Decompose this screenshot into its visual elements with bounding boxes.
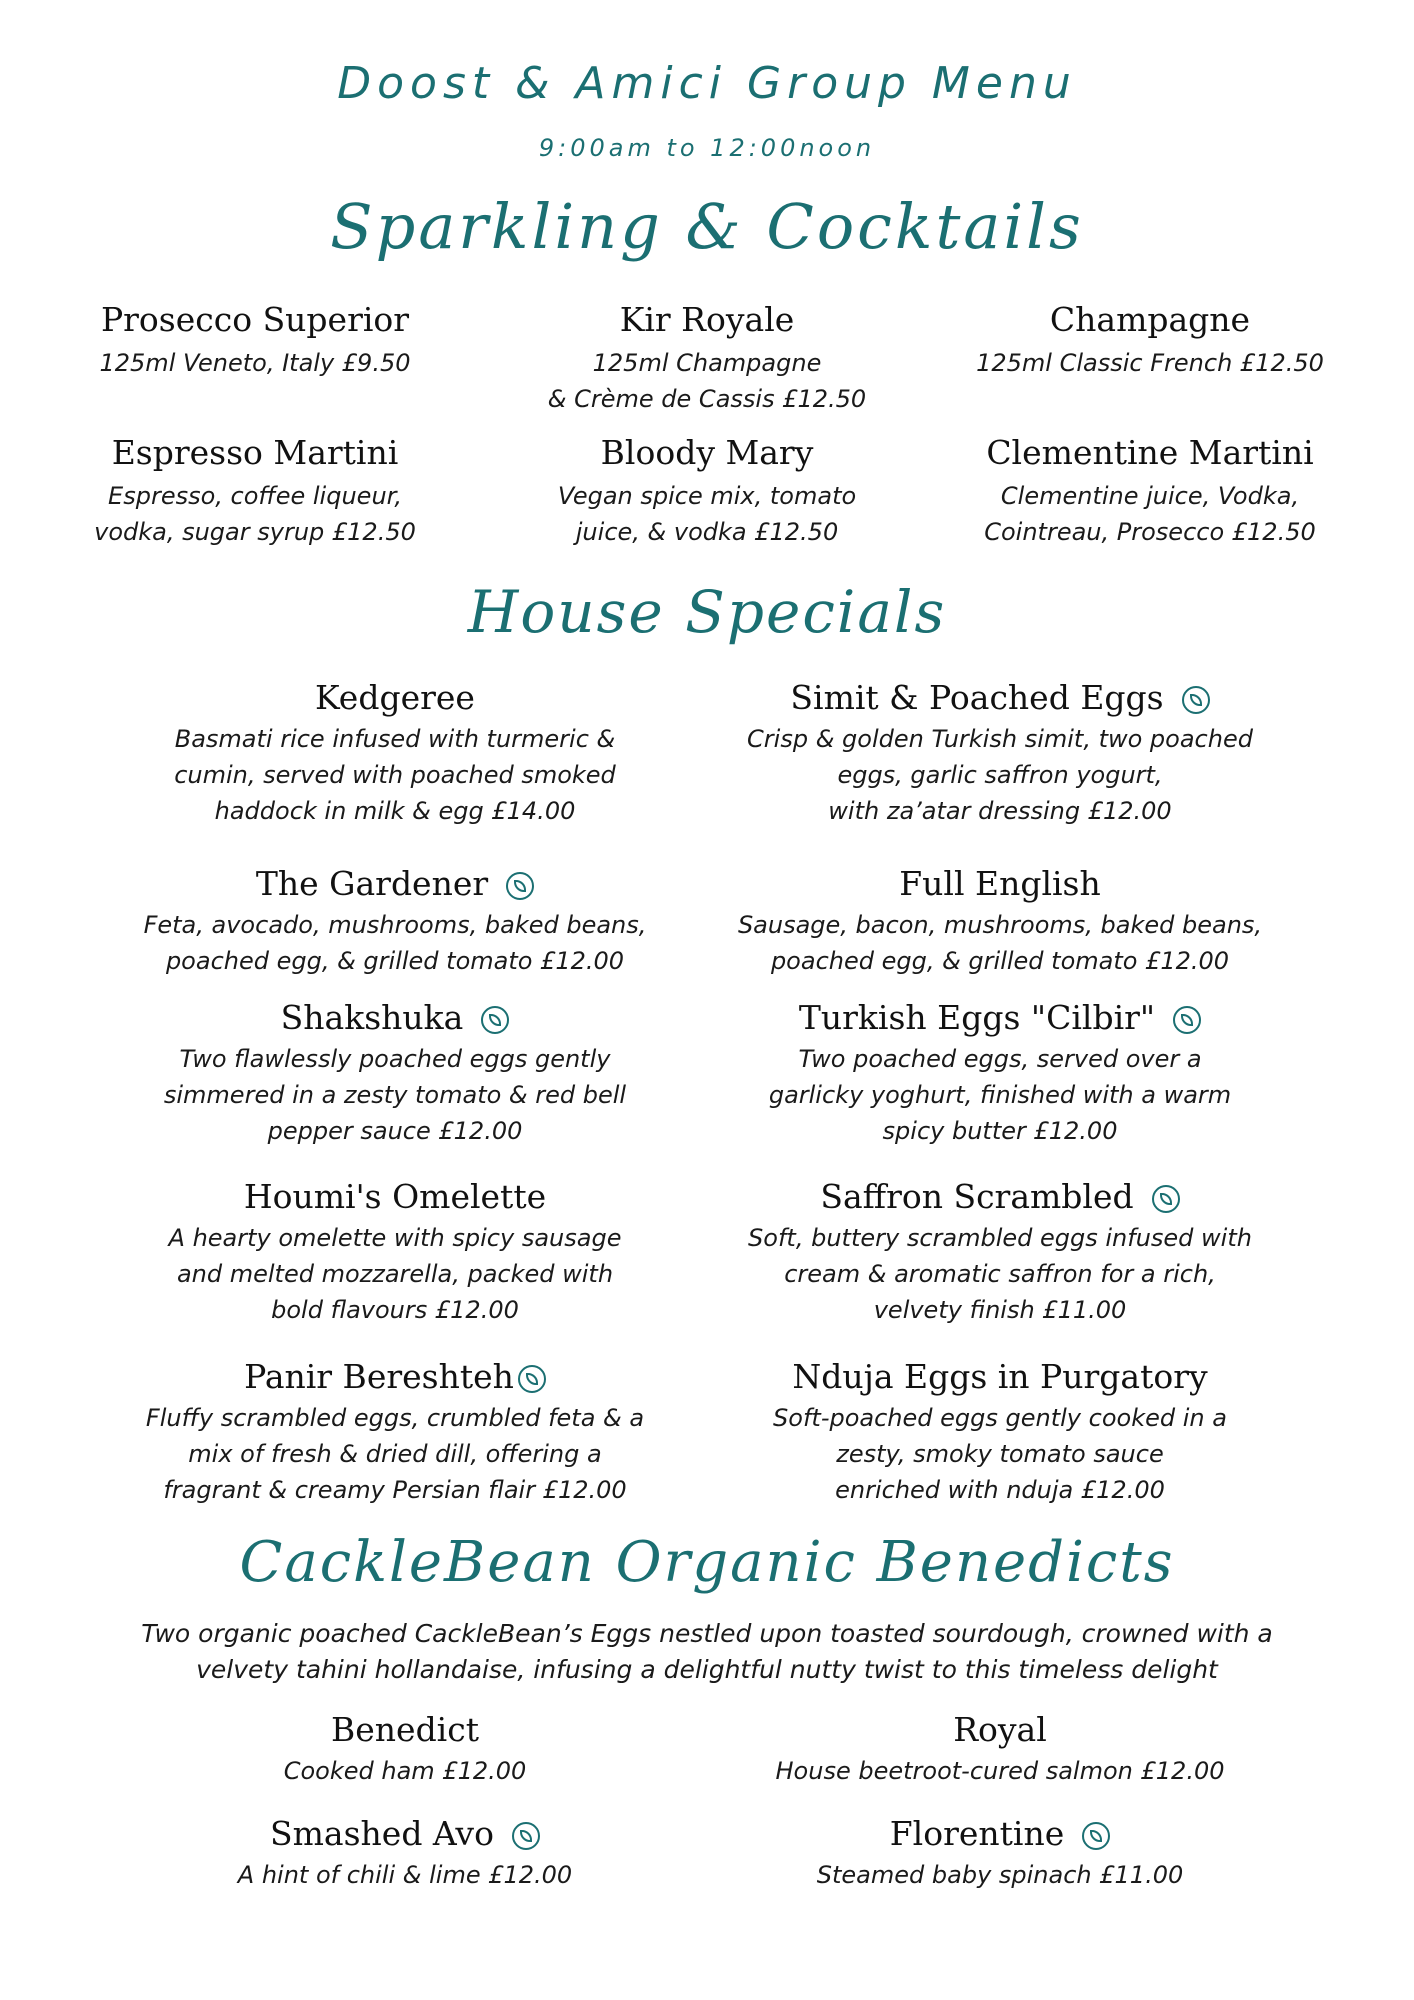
item-description: Clementine juice, Vodka, Cointreau, Prosecco £12.50: [984, 482, 1316, 546]
item-name: Royal: [953, 1710, 1047, 1749]
menu-item: [715, 864, 1285, 979]
item-description: Soft-poached eggs gently cooked in a zesty, smoky tomato sauce enriched with nduja £12.00: [773, 1404, 1227, 1504]
benedicts-intro: Two organic poached CackleBean’s Eggs nestled upon toasted sourdough, crowned with a velvety tahini hollandaise, infusing a delightful nutty twist to this timeless delight: [141, 1619, 1273, 1684]
item-description: Sausage, bacon, mushrooms, baked beans, poached egg, & grilled tomato £12.00: [737, 911, 1263, 975]
menu-item: [935, 433, 1365, 550]
item-description: Feta, avocado, mushrooms, baked beans, poached egg, & grilled tomato £12.00: [143, 911, 647, 975]
menu-item: [492, 433, 922, 550]
item-description: 125ml Champagne & Crème de Cassis £12.50: [547, 349, 867, 413]
item-description: Two poached eggs, served over a garlicky yoghurt, finished with a warm spicy butter £12.00: [768, 1045, 1232, 1145]
item-description: A hint of chili & lime £12.00: [237, 1861, 573, 1889]
item-name: Panir Bereshteh: [110, 1357, 680, 1396]
item-description: Vegan spice mix, tomato juice, & vodka £12.50: [557, 482, 857, 546]
menu-item: [110, 864, 680, 979]
item-name: Simit & Poached Eggs: [715, 678, 1285, 717]
leaf-icon: [1182, 686, 1210, 714]
leaf-icon: [1152, 1185, 1180, 1213]
item-description: Crisp & golden Turkish simit, two poached eggs, garlic saffron yogurt, with za’atar dressing £12.00: [747, 725, 1253, 825]
item-name: Kir Royale: [619, 300, 795, 339]
item-name: Saffron Scrambled: [715, 1177, 1285, 1216]
item-name: Florentine: [715, 1814, 1285, 1853]
menu-item: [130, 1814, 680, 1893]
leaf-icon: [506, 872, 534, 900]
menu-item: [715, 678, 1285, 829]
item-description: Two flawlessly poached eggs gently simmered in a zesty tomato & red bell pepper sauce £12.00: [163, 1045, 627, 1145]
leaf-icon: [1082, 1822, 1110, 1850]
menu-item: [715, 1814, 1285, 1893]
item-name: Shakshuka: [110, 998, 680, 1037]
menu-item: [110, 998, 680, 1149]
item-name: Turkish Eggs "Cilbir": [715, 998, 1285, 1037]
leaf-icon: [1173, 1006, 1201, 1034]
item-name: Clementine Martini: [986, 433, 1314, 472]
item-name: Bloody Mary: [600, 433, 814, 472]
menu-item: [110, 1357, 680, 1508]
item-name: The Gardener: [110, 864, 680, 903]
item-name: Espresso Martini: [111, 433, 399, 472]
menu-item: [110, 678, 680, 829]
leaf-icon: [518, 1365, 546, 1393]
menu-item: [715, 998, 1285, 1149]
menu-item: [40, 433, 470, 550]
item-name: Full English: [899, 864, 1101, 903]
menu-item: [715, 1710, 1285, 1789]
item-description: 125ml Veneto, Italy £9.50: [99, 349, 411, 377]
item-description: Soft, buttery scrambled eggs infused with cream & aromatic saffron for a rich, velvety finish £11.00: [748, 1224, 1252, 1324]
service-hours: 9:00am to 12:00noon: [538, 134, 876, 162]
menu-item: [492, 300, 922, 417]
item-name: Kedgeree: [315, 678, 475, 717]
menu-title: Doost & Amici Group Menu: [337, 58, 1077, 109]
item-name: Nduja Eggs in Purgatory: [792, 1357, 1208, 1396]
menu-item: [715, 1357, 1285, 1508]
item-description: Basmati rice infused with turmeric & cumin, served with poached smoked haddock in milk & egg £14.00: [174, 725, 616, 825]
item-name: Champagne: [1049, 300, 1251, 339]
item-description: 125ml Classic French £12.50: [976, 349, 1324, 377]
section-heading-house-specials: House Specials: [467, 578, 947, 646]
item-description: A hearty omelette with spicy sausage and melted mozzarella, packed with bold flavours £12.00: [168, 1224, 622, 1324]
item-name: Smashed Avo: [130, 1814, 680, 1853]
leaf-icon: [512, 1822, 540, 1850]
menu-item: [110, 1177, 680, 1328]
item-description: Steamed baby spinach £11.00: [816, 1861, 1184, 1889]
item-description: Fluffy scrambled eggs, crumbled feta & a mix of fresh & dried dill, offering a fragrant & creamy Persian flair £12.00: [145, 1404, 645, 1504]
section-heading-sparkling: Sparkling & Cocktails: [330, 190, 1084, 263]
item-name: Prosecco Superior: [100, 300, 410, 339]
menu-item: [935, 300, 1365, 381]
item-description: Cooked ham £12.00: [283, 1757, 527, 1785]
leaf-icon: [481, 1006, 509, 1034]
item-name: Benedict: [331, 1710, 479, 1749]
item-description: House beetroot-cured salmon £12.00: [775, 1757, 1225, 1785]
menu-item: [40, 300, 470, 381]
menu-item: [715, 1177, 1285, 1328]
section-heading-benedicts: CackleBean Organic Benedicts: [239, 1530, 1175, 1595]
menu-item: [130, 1710, 680, 1789]
item-description: Espresso, coffee liqueur, vodka, sugar syrup £12.50: [94, 482, 416, 546]
item-name: Houmi's Omelette: [243, 1177, 547, 1216]
